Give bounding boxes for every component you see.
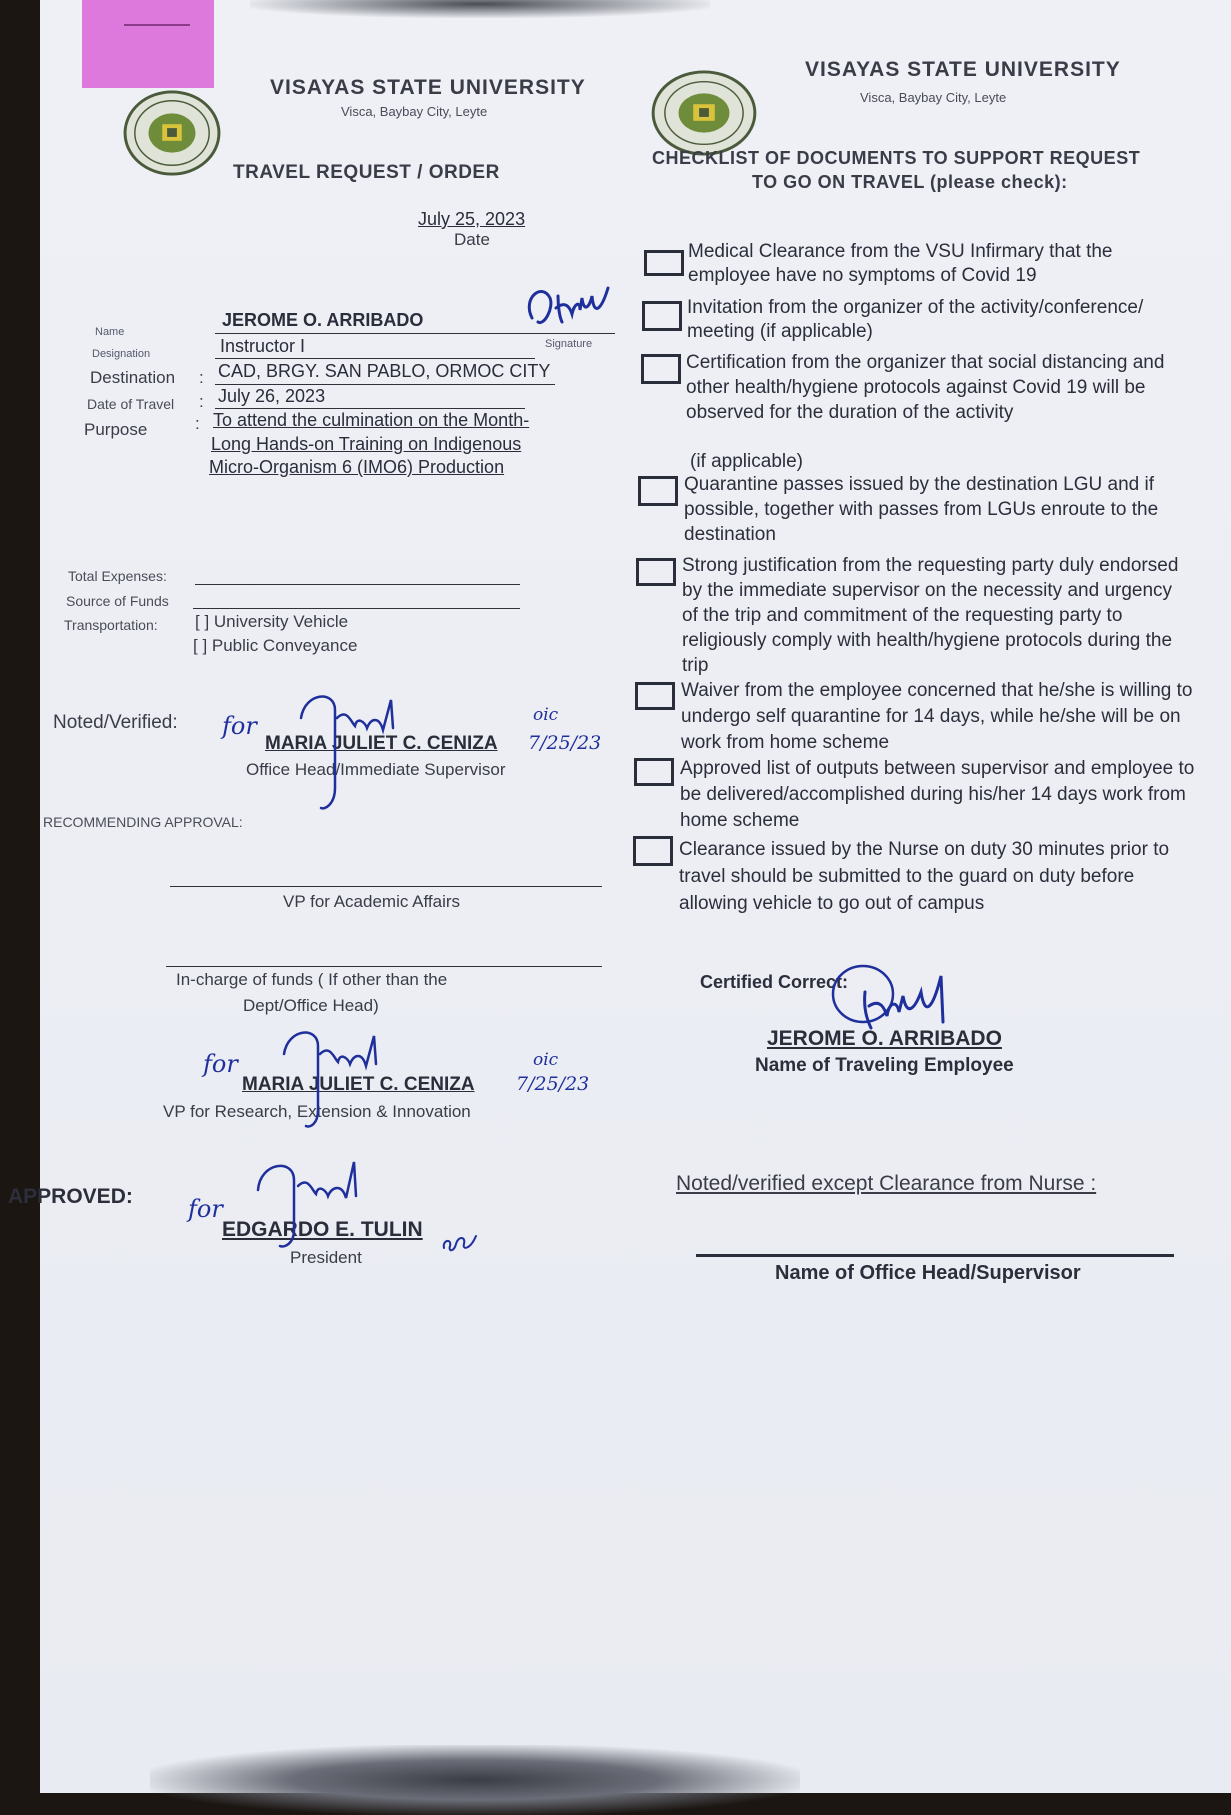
research-signatory-name: MARIA JULIET C. CENIZA bbox=[242, 1074, 475, 1095]
noted-verified-label: Noted/Verified: bbox=[53, 712, 178, 733]
funds-incharge-line-2: Dept/Office Head) bbox=[243, 996, 379, 1015]
approved-label: APPROVED: bbox=[8, 1185, 133, 1208]
purpose-line-1: To attend the culmination on the Month- bbox=[213, 410, 530, 430]
university-address-left: Visca, Baybay City, Leyte bbox=[341, 104, 488, 119]
funds-incharge-signature-line bbox=[166, 966, 602, 967]
noted-signature bbox=[295, 688, 425, 818]
form-title: TRAVEL REQUEST / ORDER bbox=[233, 162, 500, 183]
purpose-line-2: Long Hands-on Training on Indigenous bbox=[211, 434, 522, 454]
designation-value: Instructor I bbox=[220, 336, 306, 356]
approved-signatory-position: President bbox=[290, 1248, 362, 1267]
noted-signatory-position: Office Head/Immediate Supervisor bbox=[246, 760, 506, 779]
checklist-checkbox-8[interactable] bbox=[633, 836, 673, 866]
purpose-label: Purpose bbox=[84, 420, 148, 439]
destination-colon: : bbox=[199, 368, 204, 387]
destination-value: CAD, BRGY. SAN PABLO, ORMOC CITY bbox=[218, 361, 551, 381]
name-value: JEROME O. ARRIBADO bbox=[222, 310, 424, 330]
transport-option-public-conveyance: [ ] Public Conveyance bbox=[193, 636, 358, 655]
checklist-title-line-2: TO GO ON TRAVEL (please check): bbox=[752, 172, 1068, 192]
destination-underline bbox=[215, 384, 555, 385]
noted-for-handwritten: for bbox=[222, 712, 257, 740]
approved-signatory-name: EDGARDO E. TULIN bbox=[222, 1218, 423, 1241]
noted-signatory-name: MARIA JULIET C. CENIZA bbox=[265, 733, 498, 754]
checklist-item-2: Invitation from the organizer of the activity/conference/ meeting (if applicable) bbox=[687, 297, 1144, 342]
checklist-checkbox-5[interactable] bbox=[636, 558, 676, 586]
approved-for-handwritten: for bbox=[188, 1195, 223, 1223]
certified-signature bbox=[825, 962, 975, 1052]
university-seal-left bbox=[123, 88, 221, 178]
university-name-right: VISAYAS STATE UNIVERSITY bbox=[805, 58, 1121, 81]
checklist-item-3: Certification from the organizer that social distancing and other health/hygiene protocols against Covid 19 will be observed for the duration of the activity bbox=[686, 352, 1165, 423]
transportation-label: Transportation: bbox=[64, 617, 158, 633]
total-expenses-label: Total Expenses: bbox=[68, 568, 167, 584]
research-for-handwritten: for bbox=[203, 1050, 238, 1078]
research-signatory-position: VP for Research, Extension & Innovation bbox=[163, 1102, 471, 1121]
employee-signature bbox=[520, 278, 620, 342]
top-shadow bbox=[250, 0, 710, 18]
sticky-note-mark bbox=[124, 24, 190, 26]
research-signature bbox=[278, 1020, 408, 1130]
checklist-checkbox-1[interactable] bbox=[644, 250, 684, 276]
source-of-funds-label: Source of Funds bbox=[66, 593, 169, 609]
bottom-shadow bbox=[150, 1745, 800, 1815]
signature-label: Signature bbox=[545, 338, 593, 350]
traveling-employee-position: Name of Traveling Employee bbox=[755, 1055, 1014, 1076]
noted-date-handwritten: 7/25/23 bbox=[528, 732, 602, 754]
recommending-approval-label: RECOMMENDING APPROVAL: bbox=[43, 814, 243, 830]
date-of-travel-label: Date of Travel bbox=[87, 396, 175, 412]
name-label: Name bbox=[95, 326, 125, 338]
transport-option-university-vehicle: [ ] University Vehicle bbox=[195, 612, 349, 631]
checklist-checkbox-3[interactable] bbox=[641, 354, 681, 384]
checklist-item-3-note: (if applicable) bbox=[690, 451, 803, 472]
date-label: Date bbox=[454, 230, 490, 249]
vp-academic-signature-line bbox=[170, 886, 602, 887]
designation-label: Designation bbox=[92, 348, 151, 360]
checklist-title-line-1: CHECKLIST OF DOCUMENTS TO SUPPORT REQUEST bbox=[652, 148, 1141, 168]
sticky-note bbox=[82, 0, 214, 88]
research-oic-handwritten: oic bbox=[533, 1050, 559, 1070]
source-of-funds-line bbox=[193, 608, 520, 609]
university-name-left: VISAYAS STATE UNIVERSITY bbox=[270, 76, 586, 99]
vp-academic-affairs: VP for Academic Affairs bbox=[283, 892, 461, 911]
university-seal-right bbox=[650, 68, 758, 158]
purpose-line-3: Micro-Organism 6 (IMO6) Production bbox=[209, 457, 505, 477]
date-of-travel-value: July 26, 2023 bbox=[218, 386, 326, 406]
checklist-checkbox-4[interactable] bbox=[638, 476, 678, 506]
research-date-handwritten: 7/25/23 bbox=[516, 1073, 590, 1095]
total-expenses-line bbox=[195, 584, 520, 585]
checklist-item-5: Strong justification from the requesting party duly endorsed by the immediate supervisor on the necessity and urgency of the trip and commitment of the requesting party to religiously comply with health/hygiene protocols during the trip bbox=[682, 555, 1179, 676]
destination-label: Destination bbox=[90, 368, 176, 387]
noted-except-label: Noted/verified except Clearance from Nurse : bbox=[676, 1172, 1097, 1195]
checklist-item-7: Approved list of outputs between supervisor and employee to be delivered/accomplished during his/her 14 days work from home scheme bbox=[680, 758, 1195, 831]
checklist-item-1: Medical Clearance from the VSU Infirmary that the employee have no symptoms of Covid 19 bbox=[688, 241, 1113, 286]
noted-oic-handwritten: oic bbox=[533, 705, 559, 725]
date-value: July 25, 2023 bbox=[418, 209, 526, 229]
university-address-right: Visca, Baybay City, Leyte bbox=[860, 90, 1007, 105]
checklist-item-4: Quarantine passes issued by the destination LGU and if possible, together with passes from LGUs enroute to the destination bbox=[684, 474, 1159, 545]
president-signature bbox=[250, 1150, 400, 1250]
checklist-item-6: Waiver from the employee concerned that he/she is willing to undergo self quarantine for 14 days, while he/she will be on work from home scheme bbox=[681, 680, 1193, 753]
checklist-item-8: Clearance issued by the Nurse on duty 30 minutes prior to travel should be submitted to the guard on duty before allowing vehicle to go out of campus bbox=[679, 839, 1170, 914]
certified-correct-label: Certified Correct: bbox=[700, 972, 849, 992]
office-head-signature-line bbox=[696, 1254, 1174, 1257]
purpose-colon: : bbox=[195, 414, 200, 433]
date-of-travel-colon: : bbox=[199, 392, 204, 411]
designation-underline bbox=[215, 358, 535, 359]
checklist-checkbox-6[interactable] bbox=[635, 682, 675, 710]
date-of-travel-underline bbox=[215, 408, 525, 409]
funds-incharge-line-1: In-charge of funds ( If other than the bbox=[176, 970, 448, 989]
office-head-position: Name of Office Head/Supervisor bbox=[775, 1262, 1081, 1284]
checklist-checkbox-7[interactable] bbox=[634, 758, 674, 786]
certified-employee-name: JEROME O. ARRIBADO bbox=[767, 1027, 1002, 1050]
initials-mark bbox=[440, 1232, 480, 1254]
checklist-checkbox-2[interactable] bbox=[642, 301, 682, 331]
